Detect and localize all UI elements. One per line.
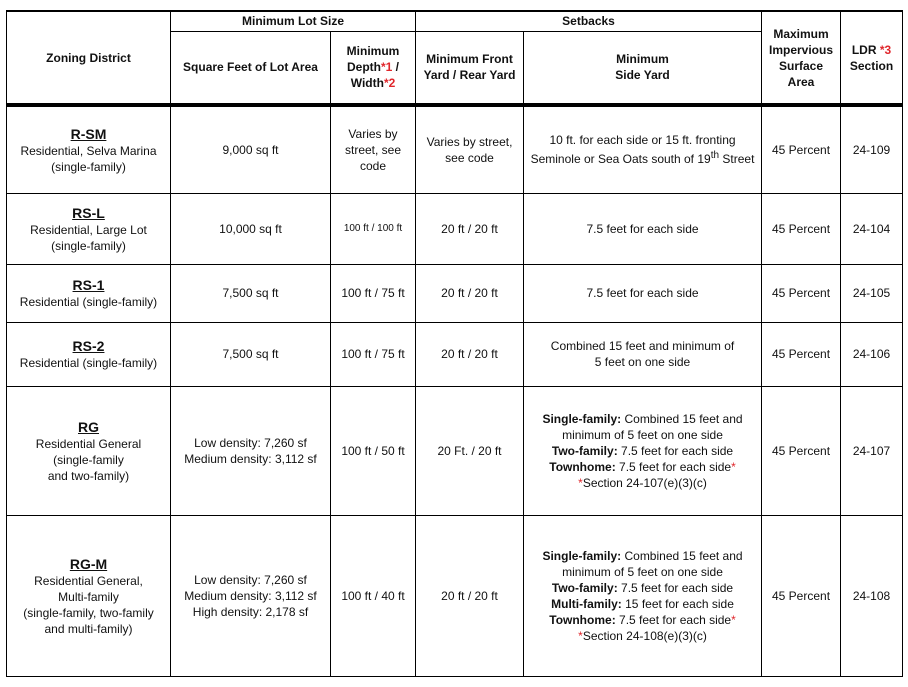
lot-area-cell: 9,000 sq ft [171,105,331,193]
depth-width-cell: 100 ft / 100 ft [331,193,416,264]
front-rear-cell: 20 ft / 20 ft [416,515,524,676]
header-zoning-district: Zoning District [7,11,171,105]
ldr-section-cell: 24-107 [841,386,903,515]
lot-area-cell: Low density: 7,260 sf Medium density: 3,112 sf High density: 2,178 sf [171,515,331,676]
depth-width-cell: 100 ft / 75 ft [331,264,416,322]
header-max-impervious: Maximum Impervious Surface Area [762,11,841,105]
ldr-section-cell: 24-104 [841,193,903,264]
lot-area-cell: 10,000 sq ft [171,193,331,264]
table-row [7,193,903,264]
side-yard-cell: 7.5 feet for each side [524,193,762,264]
ldr-section-cell: 24-109 [841,105,903,193]
zoning-district-cell: RS-1 Residential (single-family) [7,264,171,322]
front-rear-cell: Varies by street, see code [416,105,524,193]
header-setbacks: Setbacks [416,11,762,31]
header-min-depth-width: Minimum Depth*1 / Width*2 [331,31,416,105]
header-min-front-rear: Minimum Front Yard / Rear Yard [416,31,524,105]
lot-area-cell: 7,500 sq ft [171,322,331,386]
depth-width-cell: 100 ft / 75 ft [331,322,416,386]
ldr-section-cell: 24-108 [841,515,903,676]
impervious-cell: 45 Percent [762,515,841,676]
front-rear-cell: 20 ft / 20 ft [416,264,524,322]
lot-area-cell: Low density: 7,260 sf Medium density: 3,112 sf [171,386,331,515]
depth-width-cell: 100 ft / 40 ft [331,515,416,676]
depth-width-cell: Varies by street, see code [331,105,416,193]
table-row [7,386,903,515]
zoning-district-cell: RS-L Residential, Large Lot (single-family) [7,193,171,264]
impervious-cell: 45 Percent [762,264,841,322]
table-row [7,515,903,676]
ldr-section-cell: 24-106 [841,322,903,386]
header-ldr-section: LDR *3 Section [841,11,903,105]
front-rear-cell: 20 ft / 20 ft [416,193,524,264]
impervious-cell: 45 Percent [762,322,841,386]
side-yard-cell: 10 ft. for each side or 15 ft. fronting Seminole or Sea Oats south of 19th Street [524,105,762,193]
zoning-table [6,10,903,677]
zoning-district-cell: RS-2 Residential (single-family) [7,322,171,386]
side-yard-cell: 7.5 feet for each side [524,264,762,322]
impervious-cell: 45 Percent [762,193,841,264]
front-rear-cell: 20 ft / 20 ft [416,322,524,386]
front-rear-cell: 20 Ft. / 20 ft [416,386,524,515]
lot-area-cell: 7,500 sq ft [171,264,331,322]
zoning-district-cell: RG Residential General (single-family and two-family) [7,386,171,515]
depth-width-cell: 100 ft / 50 ft [331,386,416,515]
header-min-side-yard: Minimum Side Yard [524,31,762,105]
ldr-section-cell: 24-105 [841,264,903,322]
side-yard-cell: Single-family: Combined 15 feet and minimum of 5 feet on one side Two-family: 7.5 feet for each side Multi-family: 15 feet for each side Townhome: 7.5 feet for each side* *Section 24-108(e)(3)(c) [524,515,762,676]
zoning-district-cell: RG-M Residential General, Multi-family (single-family, two-family and multi-family) [7,515,171,676]
table-row [7,322,903,386]
zoning-district-cell: R-SM Residential, Selva Marina (single-family) [7,105,171,193]
impervious-cell: 45 Percent [762,386,841,515]
header-sq-ft: Square Feet of Lot Area [171,31,331,105]
header-min-lot-size: Minimum Lot Size [171,11,416,31]
table-row [7,105,903,193]
side-yard-cell: Single-family: Combined 15 feet and minimum of 5 feet on one side Two-family: 7.5 feet for each side Townhome: 7.5 feet for each side* *Section 24-107(e)(3)(c) [524,386,762,515]
side-yard-cell: Combined 15 feet and minimum of 5 feet on one side [524,322,762,386]
impervious-cell: 45 Percent [762,105,841,193]
table-row [7,264,903,322]
